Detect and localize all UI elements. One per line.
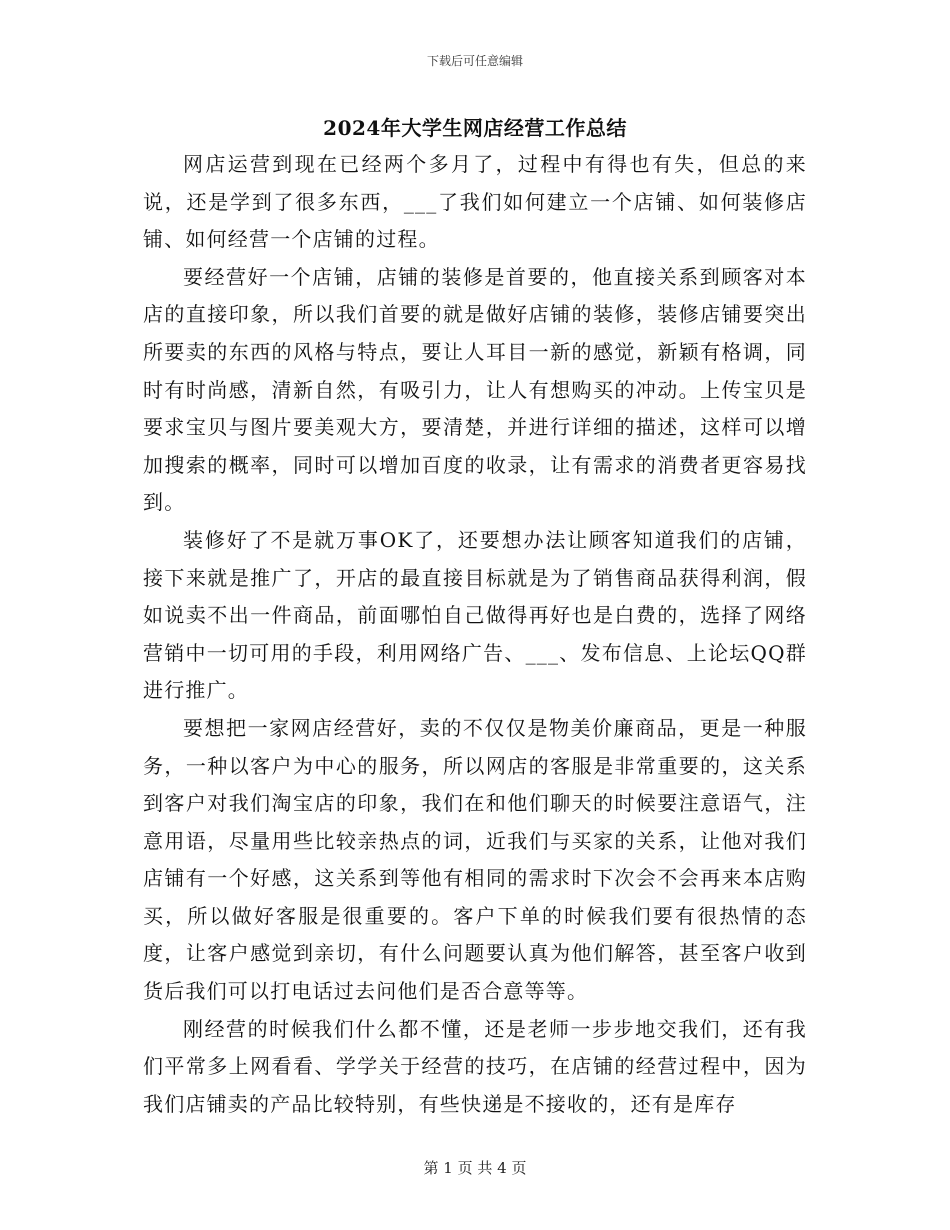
page-header-note: 下载后可任意编辑 [426,54,523,68]
document-body [143,146,807,1123]
paragraph: 装修好了不是就万事OK了，还要想办法让顾客知道我们的店铺，接下来就是推广了，开店的最直接目标就是为了销售商品获得利润，假如说卖不出一件商品，前面哪怕自己做得再好也是白费的，选择了网络营销中一切可用的手段，利用网络广告、___、发布信息、上论坛QQ群进行推广。 [143,527,807,703]
paragraph: 刚经营的时候我们什么都不懂，还是老师一步步地交我们，还有我们平常多上网看看、学学关于经营的技巧，在店铺的经营过程中，因为我们店铺卖的产品比较特别，有些快递是不接收的，还有是库存 [143,1016,807,1116]
paragraph: 要想把一家网店经营好，卖的不仅仅是物美价廉商品，更是一种服务，一种以客户为中心的服务，所以网店的客服是非常重要的，这关系到客户对我们淘宝店的印象，我们在和他们聊天的时候要注意语气，注意用语，尽量用些比较亲热点的词，近我们与买家的关系，让他对我们店铺有一个好感，这关系到等他有相同的需求时下次会不会再来本店购买，所以做好客服是很重要的。客户下单的时候我们要有很热情的态度，让客户感觉到亲切，有什么问题要认真为他们解答，甚至客户收到货后我们可以打电话过去问他们是否合意等等。 [143,715,807,1004]
page-number-footer: 第 1 页 共 4 页 [423,1159,527,1177]
paragraph: 要经营好一个店铺，店铺的装修是首要的，他直接关系到顾客对本店的直接印象，所以我们首要的就是做好店铺的装修，装修店铺要突出所要卖的东西的风格与特点，要让人耳目一新的感觉，新颖有格调，同时有时尚感，清新自然，有吸引力，让人有想购买的冲动。上传宝贝是要求宝贝与图片要美观大方，要清楚，并进行详细的描述，这样可以增加搜索的概率，同时可以增加百度的收录，让有需求的消费者更容易找到。 [143,264,807,515]
document-title: 2024年大学生网店经营工作总结 [323,116,627,140]
paragraph: 网店运营到现在已经两个多月了，过程中有得也有失，但总的来说，还是学到了很多东西，___了我们如何建立一个店铺、如何装修店铺、如何经营一个店铺的过程。 [143,152,807,252]
